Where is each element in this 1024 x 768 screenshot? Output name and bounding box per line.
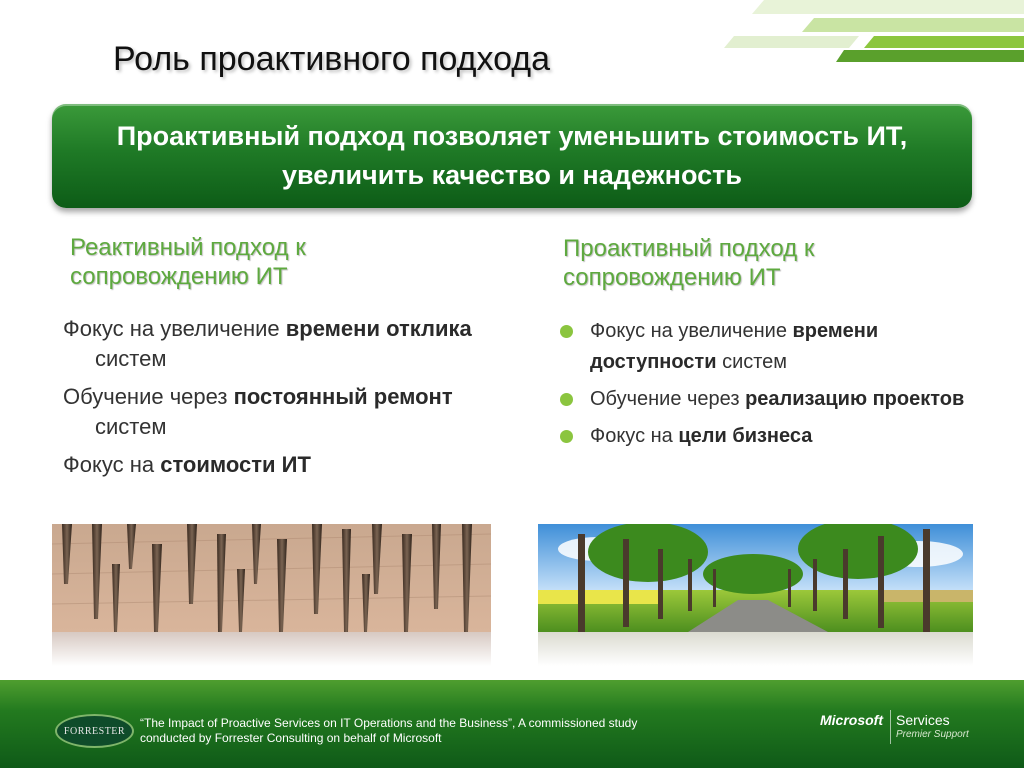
forrester-logo: [55, 714, 134, 748]
item-text: систем: [716, 351, 788, 373]
summary-banner: [52, 104, 972, 208]
nails-photo: [52, 524, 491, 632]
item-bold-text: постоянный ремонт: [233, 384, 453, 409]
item-text: Фокус на увеличение: [590, 320, 793, 342]
header-stripes-decoration: [724, 0, 1024, 62]
item-text: Фокус на: [63, 452, 161, 477]
item-text: Обучение через: [63, 384, 234, 409]
item-bold-text: времени отклика: [285, 316, 472, 341]
road-photo-reflection: [538, 632, 973, 666]
bullet-dot-icon: [560, 430, 573, 443]
reactive-list: [63, 314, 483, 488]
proactive-list: [558, 316, 968, 458]
bullet-dot-icon: [560, 325, 573, 338]
nails-photo-reflection: [52, 632, 491, 666]
list-item: [63, 314, 483, 374]
item-bold-text: цели бизнеса: [678, 425, 813, 447]
services-label: Services: [896, 712, 950, 728]
item-bold-text: времени доступности: [590, 320, 879, 373]
premier-support-label: Premier Support: [896, 729, 969, 740]
item-bold-text: реализацию проектов: [745, 388, 965, 410]
list-item: [558, 421, 968, 452]
forrester-logo-text: FORRESTER: [63, 725, 126, 737]
reactive-heading: Реактивный подход к сопровождению ИТ: [70, 234, 306, 290]
road-photo: [538, 524, 973, 632]
banner-text: Проактивный подход позволяет уменьшить стоимость ИТ, увеличить качество и надежность: [116, 121, 908, 190]
item-text: Фокус на: [590, 425, 679, 447]
list-item: [63, 450, 483, 480]
item-bold-text: стоимости ИТ: [160, 452, 311, 477]
microsoft-logo: Microsoft: [820, 712, 883, 728]
item-text: систем: [95, 346, 167, 371]
bullet-dot-icon: [560, 393, 573, 406]
logo-divider: [890, 710, 891, 744]
item-text: систем: [95, 414, 167, 439]
list-item: [558, 384, 968, 415]
item-text: Обучение через: [590, 388, 746, 410]
list-item: [63, 382, 483, 442]
item-text: Фокус на увеличение: [63, 316, 286, 341]
list-item: [558, 316, 968, 378]
study-citation: “The Impact of Proactive Services on IT Operations and the Business”, A commissioned study conducted by Forrester Consulting on behalf of Microsoft: [140, 716, 638, 745]
proactive-heading: Проактивный подход к сопровождению ИТ: [563, 235, 815, 291]
slide-title: Роль проактивного подхода: [113, 40, 551, 78]
